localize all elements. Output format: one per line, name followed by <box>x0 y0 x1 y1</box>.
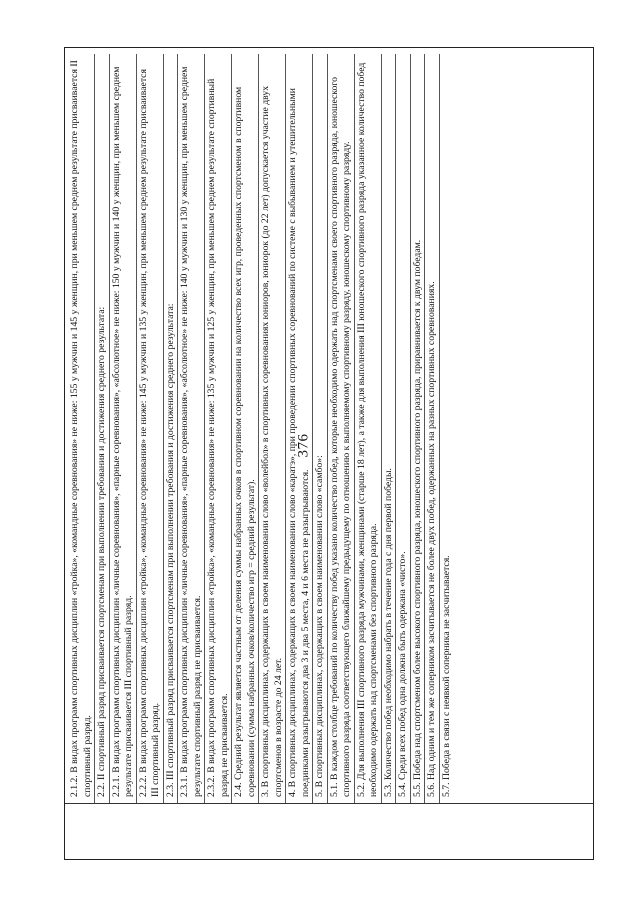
table-row: 5.5. Победа над спортсменом более высокого спортивного разряда, юношеского спортивного разряда, приравнивается к двум победам. <box>411 54 426 803</box>
table-row: 5. В спортивных дисциплинах, содержащих в своем наименовании слово «самбо»: <box>313 54 328 803</box>
table-row: 5.4. Среди всех побед одна должна быть одержана «чисто». <box>396 54 411 803</box>
page-number: 376 <box>295 433 312 458</box>
table-row: 2.3. III спортивный разряд присваивается спортсменам при выполнении требования и достижения среднего результата: <box>164 54 179 803</box>
table-row: 5.1. В каждом столбце требований по количеству побед указано количество побед, которые необходимо одержать над спортсменами своего спортивного разряда, юношеского спортивного разряда соответствующего ближайшему предыдущему по отношению к выполняемому спортивному разряду, юношескому спортивному разряду. <box>328 54 355 803</box>
table-row: 5.7. Победа в связи с неявкой соперника не засчитывается. <box>440 555 452 797</box>
table-rotated-block <box>64 47 594 860</box>
table-rows <box>68 54 453 803</box>
table-row: 3. В спортивных дисциплинах, содержащих в своем наименовании слово «волейбол» в спортивных соревнованиях юниоров, юниорок (до 22 лет) допускается участие двух спортсменов в возрасте до 24 лет. <box>259 54 286 803</box>
table-row: 5.6. Над одним и тем же соперником засчитывается не более двух побед, одержанных на разных спортивных соревнованиях. <box>425 54 440 803</box>
table-row: 5.2. Для выполнения III спортивного разряда мужчинами, женщинами (старше 18 лет), а также для выполнения III юношеского спортивного разряда указанное количество побед необходимо одержать над спортсменами без спортивного разряда. <box>355 54 382 803</box>
table-row: 2.1.2. В видах программ спортивных дисциплин «тройка», «командные соревнования» не ниже: 155 у мужчин и 145 у женщин, при меньшем среднем результате присваивается II спортивный разряд. <box>68 54 95 803</box>
table-row: 2.2.2. В видах программ спортивных дисциплин «тройка», «командные соревнования» не ниже: 145 у мужчин и 135 у женщин, при меньшем среднем результате присваивается III спортивный разряд. <box>137 54 164 803</box>
table-row: 4. В спортивных дисциплинах, содержащих в своем наименовании слово «каратэ», при проведении спортивных соревнований по системе с выбыванием и утешительными поединками разыгрываются два 3 и два 5 места, 4 и 6 места не разыгрываются. <box>286 54 313 803</box>
table-row: 2.2.1. В видах программ спортивных дисциплин «личные соревнования», «парные соревнования», «абсолютное» не ниже: 150 у мужчин и 140 у женщин, при меньшем среднем результате присваивается III спортивный разряд. <box>110 54 137 803</box>
requirements-table <box>64 47 594 860</box>
table-row: 2.3.2. В видах программ спортивных дисциплин «тройка», «командные соревнования» не ниже: 135 у мужчин и 125 у женщин, при меньшем среднем результате спортивный разряд не присваивается. <box>205 54 232 803</box>
table-row: 2.2. II спортивный разряд присваивается спортсменам при выполнении требования и достижения среднего результата: <box>95 54 110 803</box>
table-border <box>64 47 594 860</box>
table-row: 5.3. Количество побед необходимо набрать в течение года с дня первой победы. <box>382 54 397 803</box>
table-left-column <box>65 803 593 859</box>
table-row: 2.3.1. В видах программ спортивных дисциплин «личные соревнования», «парные соревнования», «абсолютное» не ниже: 140 у мужчин и 130 у женщин, при меньшем среднем результате спортивный разряд не присваивается. <box>178 54 205 803</box>
table-row: 2.4. Средний результат является частным от деления суммы набранных очков в спортивном соревновании на количество всех игр, проведенных спортсменом в спортивном соревновании (сумма набранных очков/количество игр = средний результат). <box>232 54 259 803</box>
